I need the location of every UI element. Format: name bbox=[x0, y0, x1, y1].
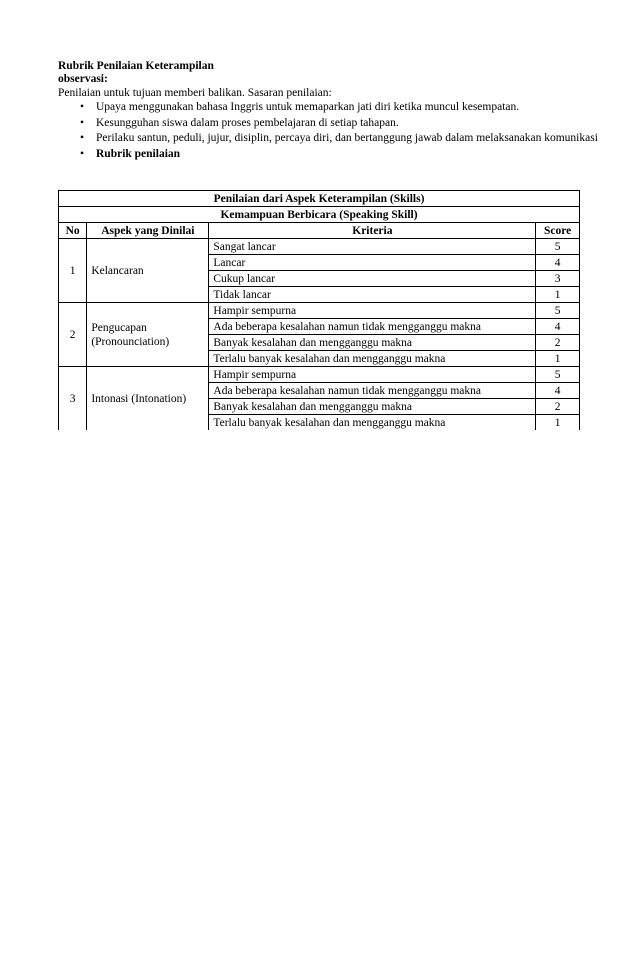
cell-kriteria: Lancar bbox=[209, 255, 536, 271]
bullet-text: Rubrik penilaian bbox=[96, 147, 181, 160]
cell-kriteria: Banyak kesalahan dan mengganggu makna bbox=[209, 335, 536, 351]
bullet-dot-icon: • bbox=[80, 101, 85, 113]
cell-kriteria: Ada beberapa kesalahan namun tidak mengganggu makna bbox=[209, 383, 536, 399]
cell-aspek: Kelancaran bbox=[87, 239, 209, 303]
table-subtitle: Kemampuan Berbicara (Speaking Skill) bbox=[59, 207, 580, 223]
bullet-item bbox=[58, 116, 598, 132]
cell-kriteria: Terlalu banyak kesalahan dan mengganggu makna bbox=[209, 415, 536, 431]
bullet-text: Perilaku santun, peduli, jujur, disiplin, percaya diri, dan bertanggung jawab dalam melaksanakan komunikasi bbox=[96, 132, 598, 144]
document-subheading: observasi: bbox=[58, 73, 108, 85]
cell-aspek: Intonasi (Intonation) bbox=[87, 367, 209, 431]
bullet-dot-icon: • bbox=[80, 147, 85, 160]
bullet-dot-icon: • bbox=[80, 116, 85, 129]
bullet-item bbox=[58, 131, 598, 147]
table-title: Penilaian dari Aspek Keterampilan (Skills) bbox=[59, 191, 580, 207]
cell-score: 3 bbox=[536, 271, 580, 287]
table-row bbox=[59, 367, 580, 383]
cell-kriteria: Sangat lancar bbox=[209, 239, 536, 255]
bullet-dot-icon: • bbox=[80, 132, 85, 144]
cell-kriteria: Terlalu banyak kesalahan dan mengganggu makna bbox=[209, 351, 536, 367]
speaking-skill-rubric-table bbox=[58, 190, 580, 430]
cell-score: 4 bbox=[536, 255, 580, 271]
criteria-bullet-list bbox=[58, 100, 598, 162]
cell-kriteria: Banyak kesalahan dan mengganggu makna bbox=[209, 399, 536, 415]
cell-score: 5 bbox=[536, 303, 580, 319]
cell-kriteria: Tidak lancar bbox=[209, 287, 536, 303]
cell-score: 2 bbox=[536, 335, 580, 351]
cell-score: 5 bbox=[536, 239, 580, 255]
column-header-score: Score bbox=[536, 223, 580, 239]
cell-kriteria: Hampir sempurna bbox=[209, 367, 536, 383]
cell-aspek: Pengucapan (Pronounciation) bbox=[87, 303, 209, 367]
cell-no: 2 bbox=[59, 303, 87, 367]
cell-score: 1 bbox=[536, 415, 580, 431]
cell-no: 3 bbox=[59, 367, 87, 431]
bullet-text: Upaya menggunakan bahasa Inggris untuk memaparkan jati diri ketika muncul kesempatan. bbox=[96, 101, 520, 113]
cell-no: 1 bbox=[59, 239, 87, 303]
column-header-aspek: Aspek yang Dinilai bbox=[87, 223, 209, 239]
cell-kriteria: Ada beberapa kesalahan namun tidak mengganggu makna bbox=[209, 319, 536, 335]
cell-score: 2 bbox=[536, 399, 580, 415]
intro-text: Penilaian untuk tujuan memberi balikan. Sasaran penilaian: bbox=[58, 87, 332, 99]
table-row bbox=[59, 303, 580, 319]
cell-kriteria: Cukup lancar bbox=[209, 271, 536, 287]
cell-score: 1 bbox=[536, 351, 580, 367]
column-header-kriteria: Kriteria bbox=[209, 223, 536, 239]
cell-score: 5 bbox=[536, 367, 580, 383]
table-row bbox=[59, 239, 580, 255]
bullet-item bbox=[58, 100, 598, 116]
bullet-item bbox=[58, 147, 598, 163]
document-heading: Rubrik Penilaian Keterampilan bbox=[58, 60, 214, 72]
bullet-text: Kesungguhan siswa dalam proses pembelajaran di setiap tahapan. bbox=[96, 116, 399, 129]
cell-score: 4 bbox=[536, 383, 580, 399]
cell-score: 4 bbox=[536, 319, 580, 335]
cell-score: 1 bbox=[536, 287, 580, 303]
column-header-no: No bbox=[59, 223, 87, 239]
cell-kriteria: Hampir sempurna bbox=[209, 303, 536, 319]
